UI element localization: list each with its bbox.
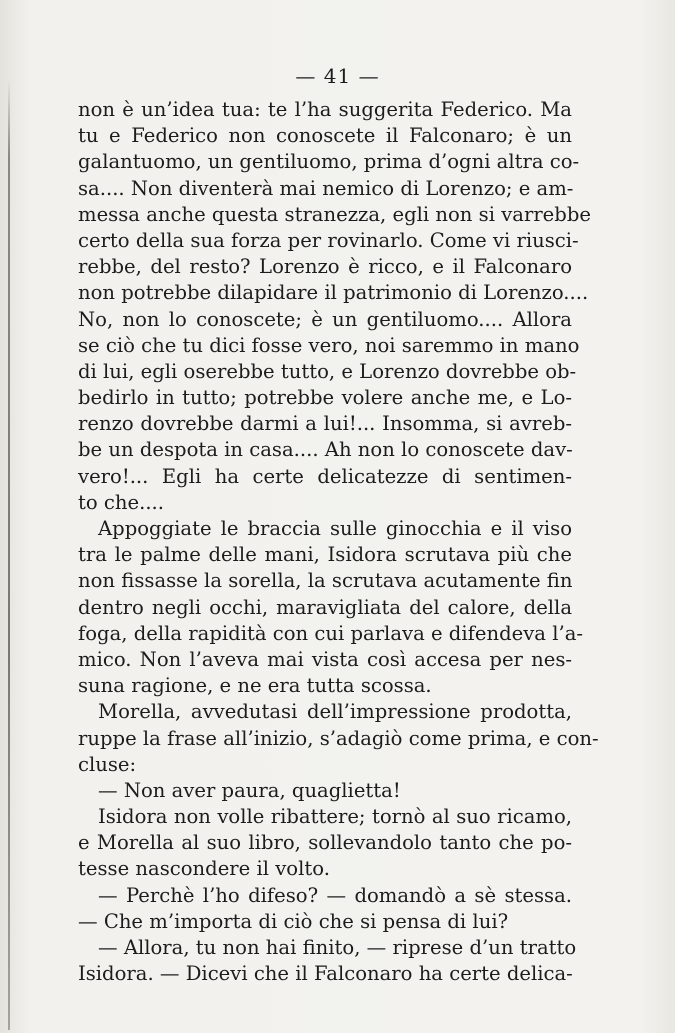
text-line: vero!... Egli ha certe delicatezze di sentimen- [78,464,572,488]
text-line: messa anche questa stranezza, egli non si varrebbe [78,202,591,226]
text-line: non è un’idea tua: te l’ha suggerita Federico. Ma [78,98,572,121]
text-line: certo della sua forza per rovinarlo. Come vi riusci- [78,228,579,252]
text-line: to che.... [78,490,165,514]
text-line: ruppe la frase all’inizio, s’adagiò come prima, e con- [78,726,599,750]
text-line: bedirlo in tutto; potrebbe volere anche me, e Lo- [78,386,572,410]
text-line: galantuomo, un gentiluomo, prima d’ogni altra co- [78,150,580,174]
text-line: se ciò che tu dici fosse vero, noi saremmo in mano [78,333,580,357]
text-line: e Morella al suo libro, sollevandolo tanto che po- [78,831,572,855]
text-line: Morella, avvedutasi dell’impressione prodotta, [98,700,572,724]
text-line: Isidora non volle ribattere; tornò al suo ricamo, [98,805,572,829]
text-line: No, non lo conoscete; è un gentiluomo.... Allora [78,307,572,331]
text-line: — Non aver paura, quaglietta! [98,778,401,802]
text-line: be un despota in casa.... Ah non lo conoscete dav- [78,438,573,462]
text-line: non potrebbe dilapidare il patrimonio di Lorenzo.... [78,281,589,305]
binding-edge [8,80,10,1030]
text-line: Isidora. — Dicevi che il Falconaro ha certe delica- [78,962,573,986]
page-number: — 41 — [295,64,380,88]
text-line: mico. Non l’aveva mai vista così accesa per nes- [78,647,572,671]
text-line: Appoggiate le braccia sulle ginocchia e il viso [98,517,572,540]
text-line: rebbe, del resto? Lorenzo è ricco, e il Falconaro [78,255,572,279]
text-line: renzo dovrebbe darmi a lui!... Insomma, si avreb- [78,412,572,436]
text-line: dentro negli occhi, maravigliata del calore, della [78,595,572,619]
text-line: — Che m’importa di ciò che si pensa di lui? [78,909,509,933]
text-line: tu e Federico non conoscete il Falconaro; è un [78,124,572,148]
text-line: non fissasse la sorella, la scrutava acutamente fin [78,569,573,593]
text-line: foga, della rapidità con cui parlava e difendeva l’a- [78,621,583,645]
text-line: suna ragione, e ne era tutta scossa. [78,674,432,698]
text-line: cluse: [78,752,137,776]
text-line: di lui, egli oserebbe tutto, e Lorenzo dovrebbe ob- [78,359,577,383]
text-line: — Perchè l’ho difeso? — domandò a sè stessa. [98,883,572,907]
text-line: tesse nascondere il volto. [78,857,330,881]
text-line: sa.... Non diventerà mai nemico di Lorenzo; e am- [78,176,574,200]
text-line: tra le palme delle mani, Isidora scrutava più che [78,543,572,567]
text-line: — Allora, tu non hai finito, — riprese d’un tratto [98,936,577,959]
body-text [78,97,599,987]
